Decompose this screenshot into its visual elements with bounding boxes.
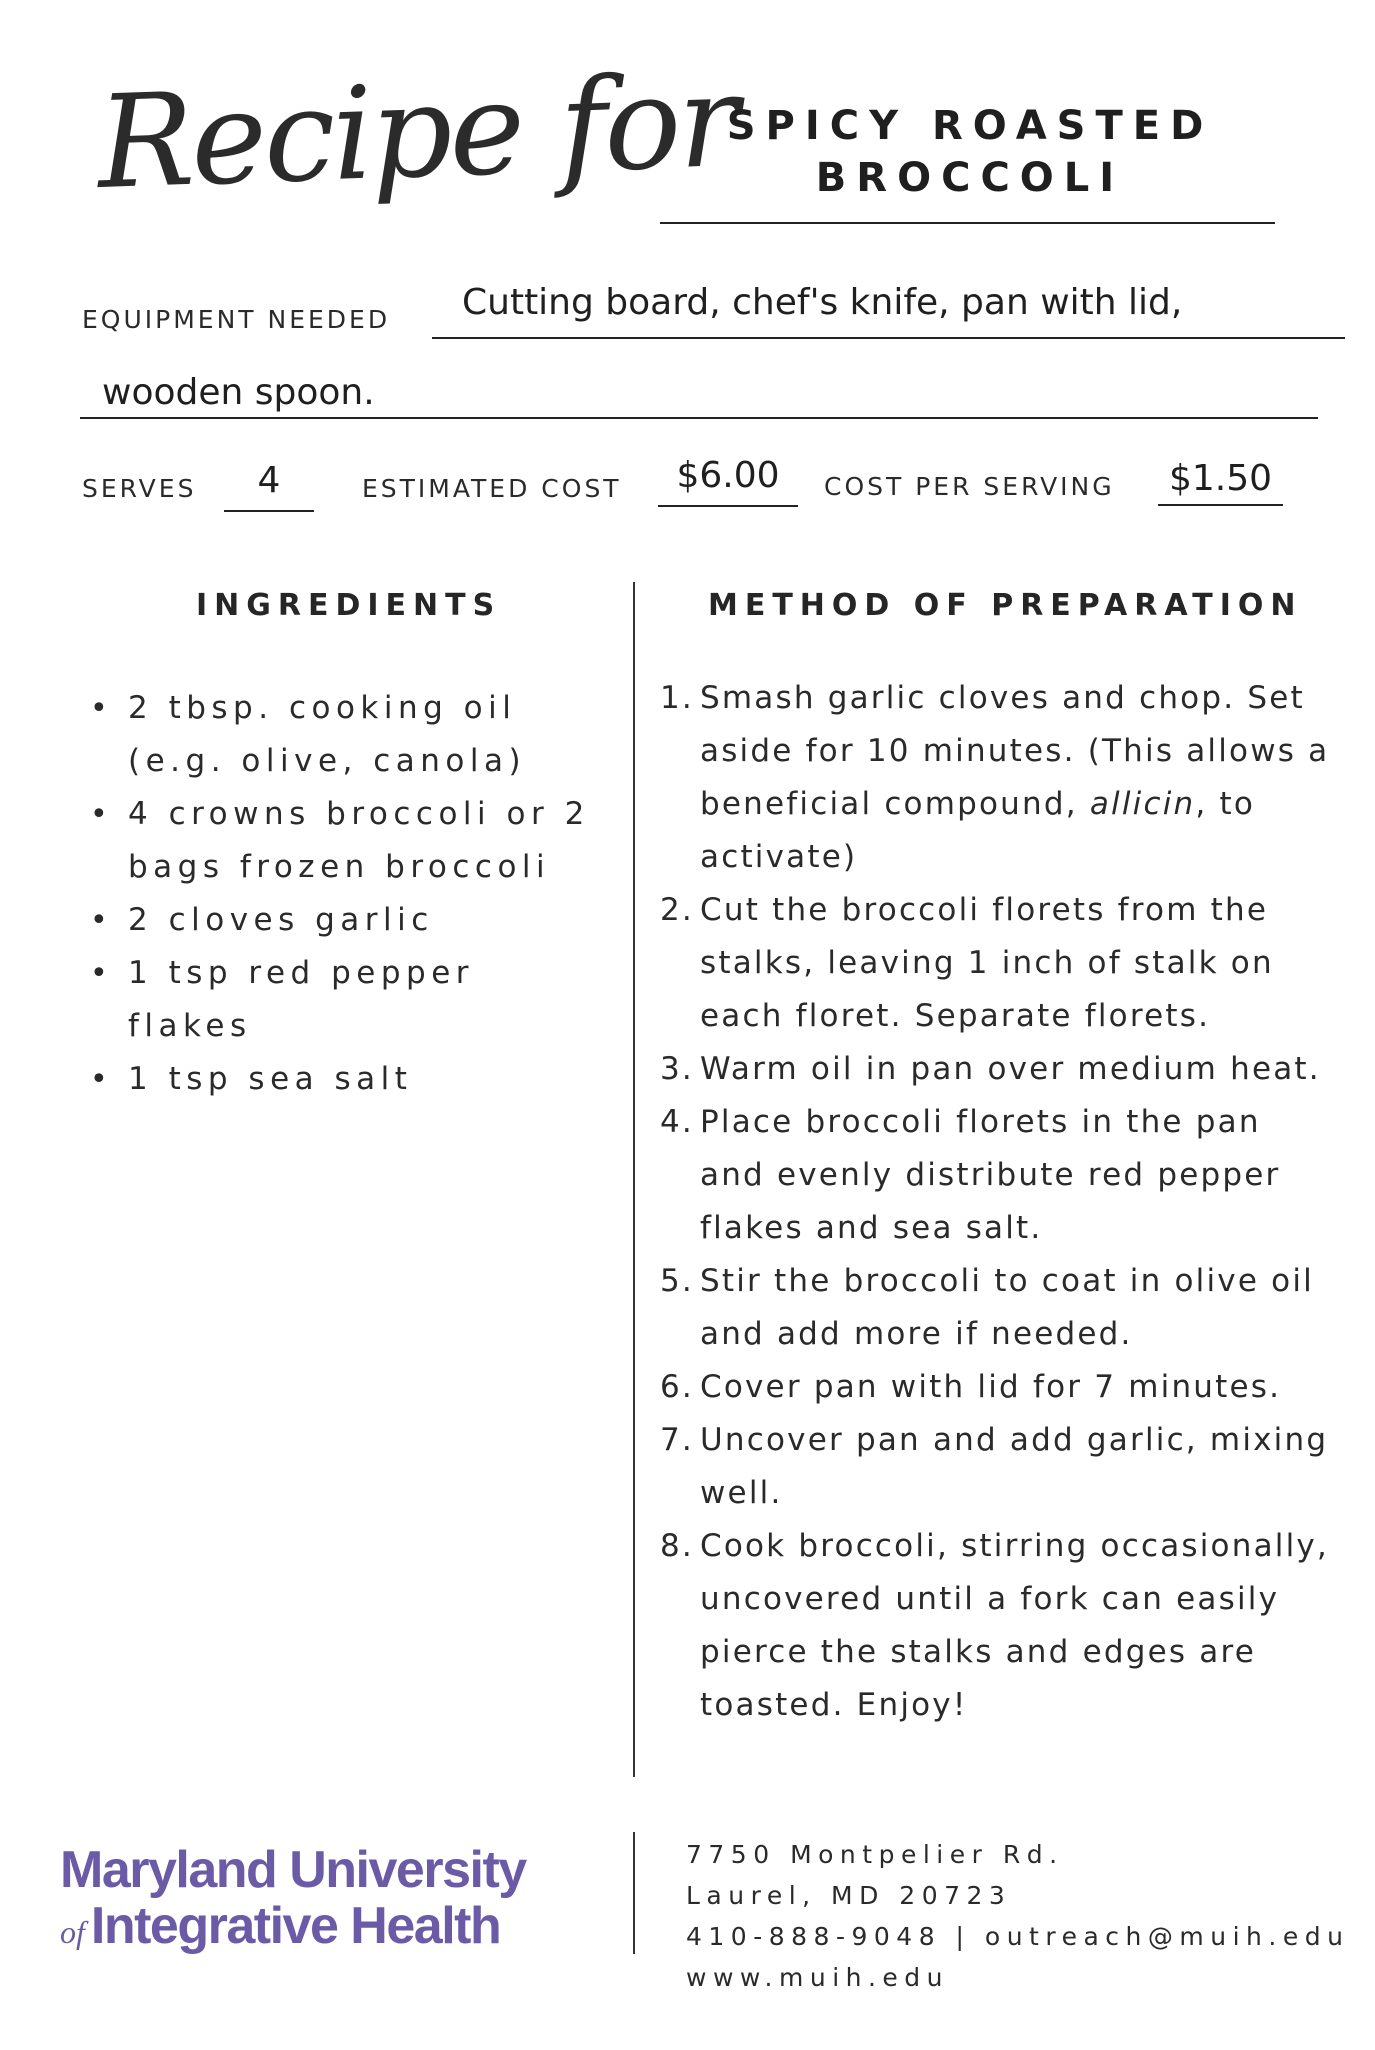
- step-text: Stir the broccoli to coat in olive oil and add more if needed.: [700, 1263, 1314, 1352]
- method-step: [660, 1414, 1330, 1520]
- estimated-cost-label: ESTIMATED COST: [362, 474, 622, 503]
- cost-per-serving-underline: [1158, 504, 1283, 506]
- recipe-title: [660, 100, 1280, 204]
- step-number: 6.: [660, 1369, 694, 1405]
- step-number: 4.: [660, 1104, 694, 1140]
- recipe-for-script-heading: Recipe for: [95, 46, 739, 218]
- method-step: [660, 884, 1330, 1043]
- step-number: 8.: [660, 1528, 694, 1564]
- ingredients-list: [88, 682, 608, 1106]
- serves-value: 4: [257, 460, 281, 501]
- ingredient-item: • 4 crowns broccoli or 2 bags frozen broccoli: [88, 788, 608, 894]
- ingredient-item: • 2 tbsp. cooking oil (e.g. olive, canola): [88, 682, 608, 788]
- method-heading: METHOD OF PREPARATION: [708, 588, 1303, 623]
- method-steps-list: [660, 672, 1330, 1732]
- contact-line: 410-888-9048 | outreach@muih.edu: [686, 1922, 1350, 1951]
- logo-line2: Integrative Health: [90, 1897, 501, 1955]
- address-block: [686, 1834, 1349, 1998]
- equipment-underline-1: [432, 337, 1345, 339]
- equipment-label: EQUIPMENT NEEDED: [82, 305, 391, 334]
- method-step: [660, 1043, 1330, 1096]
- recipe-title-line1: SPICY ROASTED: [726, 103, 1214, 149]
- title-underline: [660, 222, 1275, 224]
- cost-per-serving-label: COST PER SERVING: [824, 472, 1115, 501]
- logo-line2-wrapper: [60, 1898, 526, 1960]
- step-text: Cover pan with lid for 7 minutes.: [700, 1369, 1282, 1405]
- equipment-value-line1: Cutting board, chef's knife, pan with lid,: [462, 282, 1183, 323]
- serves-underline: [224, 510, 314, 512]
- step-number: 5.: [660, 1263, 694, 1299]
- step-text: Cook broccoli, stirring occasionally, uncovered until a fork can easily pierce the stalks and edges are toasted. Enjoy!: [700, 1528, 1329, 1723]
- muih-logo: [60, 1842, 526, 1960]
- method-step: [660, 1255, 1330, 1361]
- step-number: 7.: [660, 1422, 694, 1458]
- step-text: Smash garlic cloves and chop. Set aside for 10 minutes. (This allows a beneficial compound,: [700, 680, 1330, 822]
- logo-line1: Maryland University: [60, 1841, 526, 1899]
- estimated-cost-value: $6.00: [676, 455, 780, 496]
- footer-divider: [633, 1832, 635, 1954]
- cost-per-serving-value: $1.50: [1168, 458, 1273, 499]
- step-text-end: , to activate): [700, 786, 1256, 875]
- logo-of: of: [60, 1914, 85, 1950]
- address-line1: 7750 Montpelier Rd.: [686, 1840, 1064, 1869]
- step-text: Place broccoli florets in the pan and evenly distribute red pepper flakes and sea salt.: [700, 1104, 1281, 1246]
- recipe-title-line2: BROCCOLI: [815, 155, 1125, 201]
- step-number: 3.: [660, 1051, 694, 1087]
- step-number: 1.: [660, 680, 694, 716]
- step-text: Warm oil in pan over medium heat.: [700, 1051, 1321, 1087]
- ingredient-item: • 2 cloves garlic: [88, 894, 608, 947]
- step-text: Cut the broccoli florets from the stalks, leaving 1 inch of stalk on each floret. Separate florets.: [700, 892, 1274, 1034]
- column-divider: [633, 582, 635, 1777]
- step-text: Uncover pan and add garlic, mixing well.: [700, 1422, 1329, 1511]
- method-step: [660, 1520, 1330, 1732]
- ingredients-heading: INGREDIENTS: [196, 588, 502, 623]
- method-step: [660, 1361, 1330, 1414]
- method-step: [660, 672, 1330, 884]
- step-emphasis: allicin: [1089, 786, 1196, 822]
- step-number: 2.: [660, 892, 694, 928]
- website-link[interactable]: www.muih.edu: [686, 1963, 950, 1992]
- address-line2: Laurel, MD 20723: [686, 1881, 1012, 1910]
- method-step: [660, 1096, 1330, 1255]
- serves-label: SERVES: [82, 474, 197, 503]
- estimated-cost-underline: [658, 505, 798, 507]
- ingredient-item: • 1 tsp red pepper flakes: [88, 947, 608, 1053]
- equipment-value-line2: wooden spoon.: [102, 372, 375, 413]
- ingredient-item: • 1 tsp sea salt: [88, 1053, 608, 1106]
- equipment-underline-2: [80, 417, 1318, 419]
